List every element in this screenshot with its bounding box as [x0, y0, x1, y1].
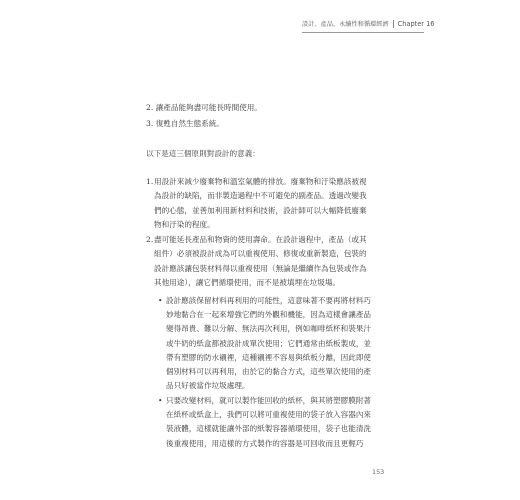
text-line: 裝液體，這樣就能讓外部的紙製容器循環使用，袋子也能清洗 [166, 424, 372, 434]
item-number: 1. [146, 177, 154, 186]
text-line: 只要改變材料，就可以製作能回收的紙杯，與其將塑膠膜附著 [166, 396, 372, 405]
text-line: 品只好被當作垃圾處理。 [166, 381, 250, 391]
text-line: 後重複使用，用這樣的方式製作的容器是可回收而且更輕巧 [166, 438, 364, 448]
text-line: 盡可能延長產品和物資的使用壽命。在設計過程中，產品（或其 [154, 235, 367, 244]
header-chapter: Chapter 16 [397, 20, 435, 28]
text-line: 妙地黏合在一起來增強它們的外觀和機能，因為這樣會讓產品 [166, 310, 372, 320]
text-line: 設計應該保留材料再利用的可能性，這意味著不要再將材料巧 [166, 296, 372, 305]
list-item: 2. 讓產品能夠盡可能長時間使用。 [146, 103, 262, 112]
text-line: 設計應該讓包裝材料得以重複使用（無論是繼續作為包裝或作為 [154, 263, 367, 273]
list-item: 3. 復甦自然生態系統。 [146, 119, 225, 128]
text-line: 為設計的缺陷，而非製造過程中不可避免的副產品。透過改變我 [154, 191, 367, 201]
running-header [302, 19, 435, 28]
text-line: 物和汙染的程度。 [154, 220, 215, 230]
text-line: 個別材料可以再利用，由於它的黏合方式，這些單次使用的產 [166, 367, 372, 377]
intro-paragraph: 以下是這三個原則對設計的意義： [146, 149, 260, 158]
bullet-dot-icon: • [158, 296, 163, 305]
text-line: 或牛奶的紙盒都被設計成單次使用；它們通常由紙板製成，並 [166, 338, 372, 348]
text-line: 在紙杯或紙盒上，我們可以將可重複使用的袋子放入容器內來 [166, 410, 372, 420]
text-line: 帶有塑膠的防水襯裡，這種襯裡不容易與紙板分離，因此即使 [166, 352, 372, 362]
item-number: 2. [146, 235, 154, 244]
header-divider [393, 20, 394, 28]
text-line: 用設計來減少廢棄物和溫室氣體的排放。廢棄物和汙染應該被視 [154, 177, 367, 186]
bullet-item [158, 294, 388, 393]
header-section-title: 設計、產品、永續性和循環經濟 [302, 21, 389, 28]
text-line: 們的心態，並善加利用新材料和技術，設計師可以大幅降低廢棄 [154, 205, 367, 215]
text-line: 變得昂貴、難以分解、無法再次利用，例如咖啡紙杯和裝果汁 [166, 324, 372, 334]
bullet-item [158, 394, 388, 451]
page-number: 153 [372, 468, 385, 476]
text-line: 組件）必須被設計成為可以重複使用、修復或重新製造，包裝的 [154, 249, 367, 259]
text-line: 其他用途），讓它們循環使用，而不是被填埋在垃圾場。 [154, 278, 341, 288]
bullet-dot-icon: • [158, 396, 163, 405]
header-rule [302, 32, 424, 33]
numbered-item [146, 233, 386, 291]
numbered-item [146, 175, 386, 233]
